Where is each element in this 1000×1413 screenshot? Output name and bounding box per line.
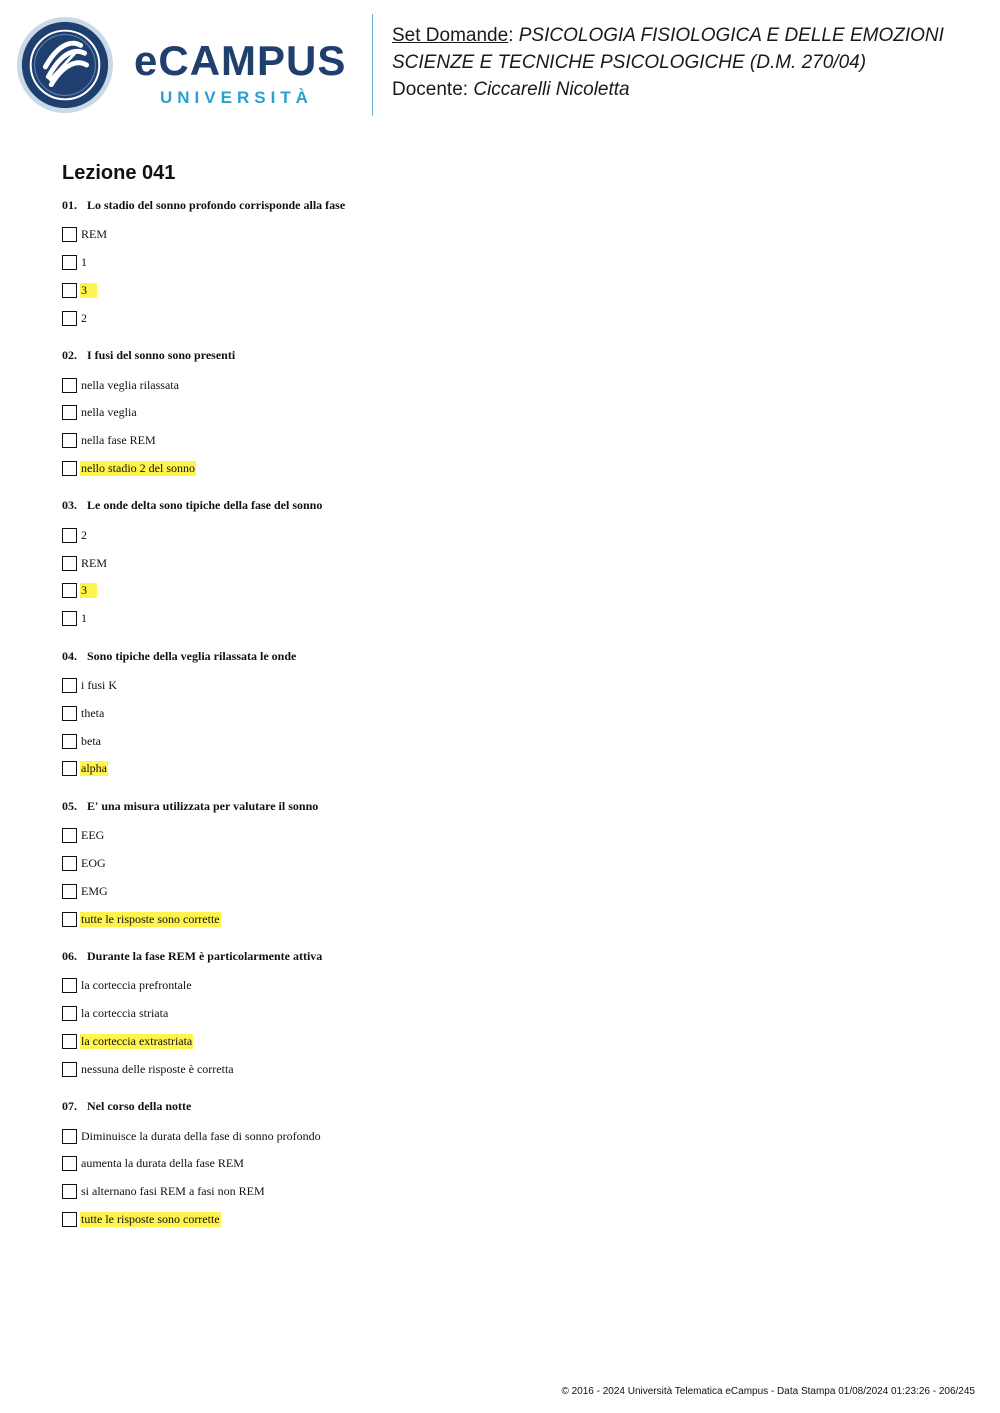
answer-label-correct: 3 — [80, 583, 97, 598]
question-text — [62, 947, 942, 966]
lesson-title: Lezione 041 — [62, 162, 176, 184]
answer-label: EMG — [81, 883, 108, 898]
header-divider — [372, 14, 373, 116]
answer-label: aumenta la durata della fase REM — [81, 1156, 244, 1171]
question-number: 07. — [62, 1099, 77, 1114]
answer-option[interactable] — [62, 672, 942, 700]
answer-label-correct: 3 — [80, 283, 97, 298]
answer-label-correct: alpha — [81, 761, 107, 776]
answer-option[interactable] — [62, 427, 942, 455]
answer-checkbox[interactable] — [62, 1129, 77, 1144]
answer-label: beta — [81, 733, 101, 748]
question-number: 06. — [62, 948, 77, 963]
answer-option[interactable] — [62, 1178, 942, 1206]
teacher-label: Docente — [392, 79, 463, 100]
question-prompt: Sono tipiche della veglia rilassata le onde — [87, 648, 297, 663]
brand-subtitle: UNIVERSITÀ — [160, 88, 313, 107]
answer-checkbox[interactable] — [62, 311, 77, 326]
answer-label: nella veglia — [81, 405, 137, 420]
answer-checkbox[interactable] — [62, 856, 77, 871]
answer-option[interactable] — [62, 877, 942, 905]
question-text — [62, 647, 942, 666]
answer-label: EEG — [81, 828, 105, 843]
answer-option[interactable] — [62, 371, 942, 399]
answer-label: EOG — [81, 855, 106, 870]
set-label: Set Domande — [392, 25, 509, 46]
answer-label: 1 — [81, 255, 87, 270]
answer-option[interactable] — [62, 249, 942, 277]
question-text — [62, 797, 942, 816]
answer-checkbox[interactable] — [62, 1184, 77, 1199]
answer-option[interactable] — [62, 1150, 942, 1178]
question-number: 05. — [62, 798, 77, 813]
answer-checkbox[interactable] — [62, 227, 77, 242]
question — [62, 1097, 942, 1233]
answer-label: 1 — [81, 611, 87, 626]
answer-option[interactable] — [62, 699, 942, 727]
answer-option[interactable] — [62, 455, 942, 483]
question-number: 02. — [62, 348, 77, 363]
answer-checkbox[interactable] — [62, 556, 77, 571]
answer-option[interactable] — [62, 1028, 942, 1056]
course-title: PSICOLOGIA FISIOLOGICA E DELLE EMOZIONI — [518, 25, 944, 46]
teacher-name: Ciccarelli Nicoletta — [473, 79, 630, 100]
question-prompt: I fusi del sonno sono presenti — [87, 348, 236, 363]
answer-checkbox[interactable] — [62, 378, 77, 393]
answer-label-correct: la corteccia extrastriata — [81, 1033, 193, 1048]
answer-label: la corteccia prefrontale — [81, 978, 192, 993]
question-number: 01. — [62, 198, 77, 212]
question-text — [62, 1097, 942, 1116]
answer-checkbox[interactable] — [62, 761, 77, 776]
answer-option[interactable] — [62, 972, 942, 1000]
answer-label: nella fase REM — [81, 433, 156, 448]
answer-option[interactable] — [62, 399, 942, 427]
question-text — [62, 196, 942, 215]
question — [62, 346, 942, 482]
answer-checkbox[interactable] — [62, 283, 77, 298]
page-footer: © 2016 - 2024 Università Telematica eCampus - Data Stampa 01/08/2024 01:23:26 - 206/245 — [561, 1386, 975, 1397]
answer-label: Diminuisce la durata della fase di sonno profondo — [81, 1128, 321, 1143]
question-number: 03. — [62, 498, 77, 513]
question-prompt: Nel corso della notte — [87, 1099, 192, 1114]
question-prompt: E' una misura utilizzata per valutare il sonno — [87, 798, 319, 813]
answer-checkbox[interactable] — [62, 1212, 77, 1227]
answer-checkbox[interactable] — [62, 611, 77, 626]
answer-label: si alternano fasi REM a fasi non REM — [81, 1184, 265, 1199]
answer-option[interactable] — [62, 905, 942, 933]
answer-label: i fusi K — [81, 677, 117, 692]
question — [62, 797, 942, 933]
answer-checkbox[interactable] — [62, 1156, 77, 1171]
question — [62, 496, 942, 632]
question-number: 04. — [62, 648, 77, 663]
ecampus-seal-icon — [16, 16, 114, 114]
question-prompt: Lo stadio del sonno profondo corrisponde alla fase — [87, 198, 346, 212]
answer-label: REM — [81, 227, 108, 242]
answer-label: nella veglia rilassata — [81, 377, 179, 392]
answer-option[interactable] — [62, 221, 942, 249]
answer-option[interactable] — [62, 605, 942, 633]
answer-checkbox[interactable] — [62, 433, 77, 448]
answer-option[interactable] — [62, 577, 942, 605]
answer-option[interactable] — [62, 727, 942, 755]
answer-checkbox[interactable] — [62, 255, 77, 270]
question-text — [62, 496, 942, 515]
answer-label: theta — [81, 705, 105, 720]
answer-checkbox[interactable] — [62, 706, 77, 721]
answer-checkbox[interactable] — [62, 912, 77, 927]
question-prompt: Durante la fase REM è particolarmente attiva — [87, 948, 323, 963]
question — [62, 947, 942, 1083]
answer-option[interactable] — [62, 1000, 942, 1028]
answer-checkbox[interactable] — [62, 528, 77, 543]
answer-label: 2 — [81, 310, 87, 325]
answer-option[interactable] — [62, 755, 942, 783]
page-header — [0, 0, 1000, 130]
answer-checkbox[interactable] — [62, 461, 77, 476]
answer-checkbox[interactable] — [62, 583, 77, 598]
answer-checkbox[interactable] — [62, 1006, 77, 1021]
question-list — [62, 196, 942, 1247]
question-text — [62, 346, 942, 365]
answer-option[interactable] — [62, 1206, 942, 1234]
answer-checkbox[interactable] — [62, 734, 77, 749]
answer-option[interactable] — [62, 1055, 942, 1083]
answer-option[interactable] — [62, 277, 942, 305]
answer-label: nessuna delle risposte è corretta — [81, 1061, 234, 1076]
answer-checkbox[interactable] — [62, 884, 77, 899]
answer-option[interactable] — [62, 850, 942, 878]
answer-label-correct: tutte le risposte sono corrette — [81, 1211, 220, 1226]
answer-option[interactable] — [62, 1122, 942, 1150]
answer-label-correct: tutte le risposte sono corrette — [81, 911, 220, 926]
answer-label: 2 — [81, 527, 87, 542]
answer-option[interactable] — [62, 549, 942, 577]
answer-checkbox[interactable] — [62, 978, 77, 993]
question — [62, 647, 942, 783]
answer-checkbox[interactable] — [62, 828, 77, 843]
question-prompt: Le onde delta sono tipiche della fase del sonno — [87, 498, 323, 513]
answer-checkbox[interactable] — [62, 678, 77, 693]
answer-checkbox[interactable] — [62, 405, 77, 420]
answer-label: REM — [81, 555, 108, 570]
answer-label: la corteccia striata — [81, 1006, 169, 1021]
answer-checkbox[interactable] — [62, 1034, 77, 1049]
answer-option[interactable] — [62, 304, 942, 332]
answer-label-correct: nello stadio 2 del sonno — [81, 460, 195, 475]
answer-checkbox[interactable] — [62, 1062, 77, 1077]
question — [62, 196, 942, 332]
course-info: Set Domande: PSICOLOGIA FISIOLOGICA E DELLE EMOZIONI SCIENZE E TECNICHE PSICOLOGICHE (D.M. 270/04) Docente: Ciccarelli Nicoletta — [392, 25, 944, 100]
answer-option[interactable] — [62, 521, 942, 549]
degree-title: SCIENZE E TECNICHE PSICOLOGICHE (D.M. 270/04) — [392, 52, 867, 73]
brand-wordmark: eCAMPUS — [134, 37, 347, 84]
answer-option[interactable] — [62, 822, 942, 850]
